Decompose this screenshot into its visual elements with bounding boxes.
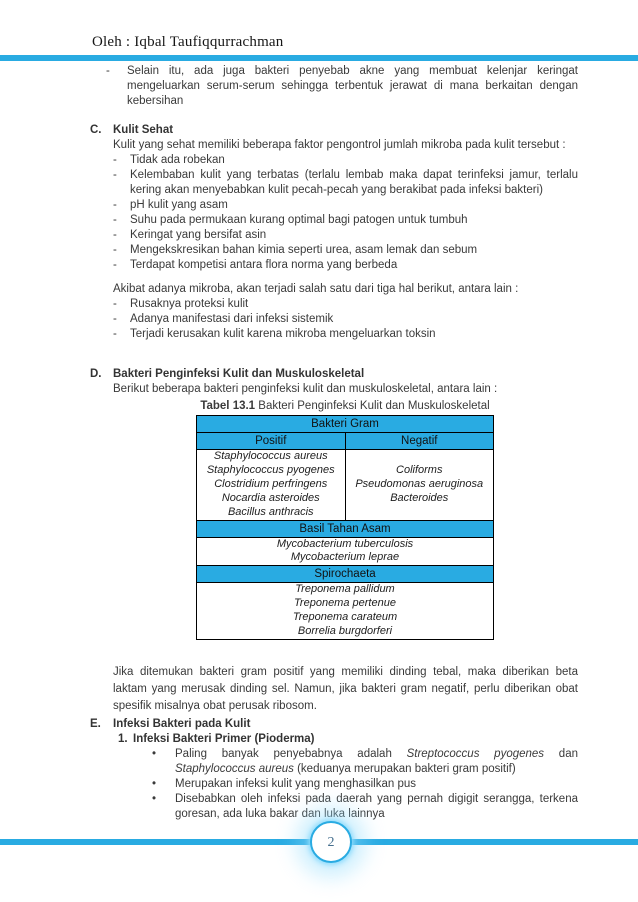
bacteria-table	[196, 415, 494, 640]
section-letter: C.	[90, 124, 102, 136]
list-item-text: Tidak ada robekan	[130, 154, 225, 166]
species-name: Coliforms	[396, 463, 443, 476]
dash-marker: -	[113, 199, 117, 211]
section-letter: E.	[90, 718, 101, 731]
table-cell-gram-positive	[197, 450, 346, 521]
table-cell-basil-tahan-asam	[197, 537, 494, 566]
subheading-title: Infeksi Bakteri Primer (Pioderma)	[133, 733, 315, 746]
species-name: Staphylococcus aureus	[213, 450, 328, 462]
section-heading	[90, 123, 578, 138]
table-cell-spirochaeta	[197, 583, 494, 640]
species-name: Mycobacterium leprae	[290, 551, 400, 564]
list-item-text: Kelembaban kulit yang terbatas (terlalu lembab maka dapat terinfeksi jamur, terlalu kering akan menyebabkan kulit pecah-pecah yang berakibat pada infeksi bakteri)	[130, 169, 578, 196]
list-item	[106, 64, 578, 109]
list-item	[113, 198, 578, 213]
table-row	[197, 416, 494, 433]
species-name: Pseudomonas aeruginosa	[355, 477, 484, 490]
section-kulit-sehat	[90, 123, 578, 342]
list-item-text: Merupakan infeksi kulit yang menghasilkan pus	[175, 778, 416, 791]
dash-marker: -	[113, 328, 117, 340]
list-item	[113, 327, 578, 342]
list-item-text	[175, 747, 578, 777]
page-number: 2	[327, 834, 335, 850]
section-bakteri-penginfeksi	[90, 367, 578, 714]
list-item-text: Suhu pada permukaan kurang optimal bagi patogen untuk tumbuh	[130, 214, 468, 226]
paragraph: Berikut beberapa bakteri penginfeksi kulit dan muskuloskeletal, antara lain :	[113, 383, 498, 395]
list-item-text: Terjadi kerusakan kulit karena mikroba mengeluarkan toksin	[130, 328, 436, 340]
bullet-marker: •	[152, 778, 157, 791]
section-heading	[90, 717, 578, 732]
section-infeksi-bakteri	[90, 717, 578, 822]
page-number-badge	[310, 821, 352, 863]
list-item	[113, 312, 578, 327]
section-heading	[90, 367, 578, 382]
list-item	[113, 258, 578, 273]
bullet-marker: •	[152, 793, 157, 806]
table-row	[197, 566, 494, 583]
table-column-header: Positif	[197, 433, 346, 450]
table-group-header: Bakteri Gram	[197, 416, 494, 433]
species-name: Mycobacterium tuberculosis	[276, 537, 414, 550]
table-row	[197, 433, 494, 450]
dash-marker: -	[113, 244, 117, 256]
item-number: 1.	[118, 733, 128, 746]
dash-marker: -	[113, 259, 117, 271]
paragraph: Kulit yang sehat memiliki beberapa faktor pengontrol jumlah mikroba pada kulit tersebut :	[113, 139, 566, 151]
section-body	[113, 382, 578, 397]
table-area	[196, 399, 494, 640]
author-line: Oleh : Iqbal Taufiqqurrachman	[92, 34, 284, 50]
list-item-text: Disebabkan oleh infeksi pada daerah yang pernah digigit serangga, terkena goresan, ada luka bakar dan luka lainnya	[175, 793, 578, 821]
list-item	[113, 243, 578, 258]
list-item	[113, 297, 578, 312]
table-group-header: Spirochaeta	[197, 566, 494, 583]
list-item	[152, 777, 578, 792]
table-row	[197, 537, 494, 566]
species-name: Treponema pertenue	[294, 597, 396, 610]
list-item	[113, 168, 578, 198]
section-title: Infeksi Bakteri pada Kulit	[113, 718, 251, 731]
dash-marker: -	[113, 154, 117, 166]
table-column-header: Negatif	[345, 433, 494, 450]
table-caption-text: Bakteri Penginfeksi Kulit dan Muskuloskeletal	[255, 400, 490, 412]
bullet-marker: •	[152, 748, 157, 761]
species-name: Bacteroides	[390, 491, 449, 504]
table-group-header: Basil Tahan Asam	[197, 520, 494, 537]
list-item	[152, 747, 578, 777]
table-row	[197, 520, 494, 537]
list-item-text: Terdapat kompetisi antara flora norma yang berbeda	[130, 259, 398, 271]
table-caption	[165, 399, 525, 414]
species-name: Staphylococcus aureus	[175, 763, 294, 776]
dash-marker: -	[113, 229, 117, 241]
dash-marker: -	[113, 169, 117, 181]
dash-marker: -	[113, 313, 117, 325]
list-item-text: Selain itu, ada juga bakteri penyebab akne yang membuat kelenjar keringat mengeluarkan serum-serum sehingga terbentuk jerawat di mana berkaitan dengan kebersihan	[127, 65, 578, 107]
section-title: Bakteri Penginfeksi Kulit dan Muskuloskeletal	[113, 368, 365, 380]
list-item	[152, 792, 578, 822]
list-item	[113, 228, 578, 243]
dash-marker: -	[106, 65, 110, 77]
list-item-text: Keringat yang bersifat asin	[130, 229, 267, 241]
numbered-subheading	[118, 732, 578, 747]
list-item-text: pH kulit yang asam	[130, 199, 228, 211]
text-run: Paling banyak penyebabnya adalah	[175, 748, 407, 761]
list-item	[113, 153, 578, 168]
list-item-text: Mengekskresikan bahan kimia seperti urea, asam lemak dan sebum	[130, 244, 478, 256]
page-content	[0, 61, 638, 822]
species-name: Streptococcus pyogenes	[406, 748, 545, 761]
section-title: Kulit Sehat	[113, 124, 174, 136]
section-letter: D.	[90, 368, 102, 380]
paragraph: Akibat adanya mikroba, akan terjadi salah satu dari tiga hal berikut, antara lain :	[113, 283, 519, 295]
species-name: Treponema carateum	[292, 611, 398, 624]
section-body	[113, 664, 578, 714]
section-body	[113, 138, 578, 342]
species-name: Clostridium perfringens	[214, 477, 328, 490]
list-item	[113, 213, 578, 228]
species-name: Treponema pallidum	[295, 583, 395, 596]
table-cell-gram-negative	[345, 450, 494, 521]
species-name: Bacillus anthracis	[227, 505, 314, 518]
list-item-text: Rusaknya proteksi kulit	[130, 298, 249, 310]
list-item-text: Adanya manifestasi dari infeksi sistemik	[130, 313, 334, 325]
species-name: Nocardia asteroides	[221, 491, 320, 504]
dash-marker: -	[113, 298, 117, 310]
table-row	[197, 450, 494, 521]
text-run: (keduanya merupakan bakteri gram positif)	[293, 763, 516, 776]
species-name: Staphylococcus pyogenes	[206, 463, 335, 476]
dash-marker: -	[113, 214, 117, 226]
table-row	[197, 583, 494, 640]
table-caption-number: Tabel 13.1	[200, 400, 256, 412]
paragraph: Jika ditemukan bakteri gram positif yang memiliki dinding tebal, maka diberikan beta laktam yang merusak dinding sel. Namun, jika bakteri gram negatif, perlu diberikan obat spesifik misalnya obat perusak ribosom.	[113, 665, 578, 712]
text-run: dan	[544, 748, 578, 761]
species-name: Borrelia burgdorferi	[297, 625, 393, 638]
